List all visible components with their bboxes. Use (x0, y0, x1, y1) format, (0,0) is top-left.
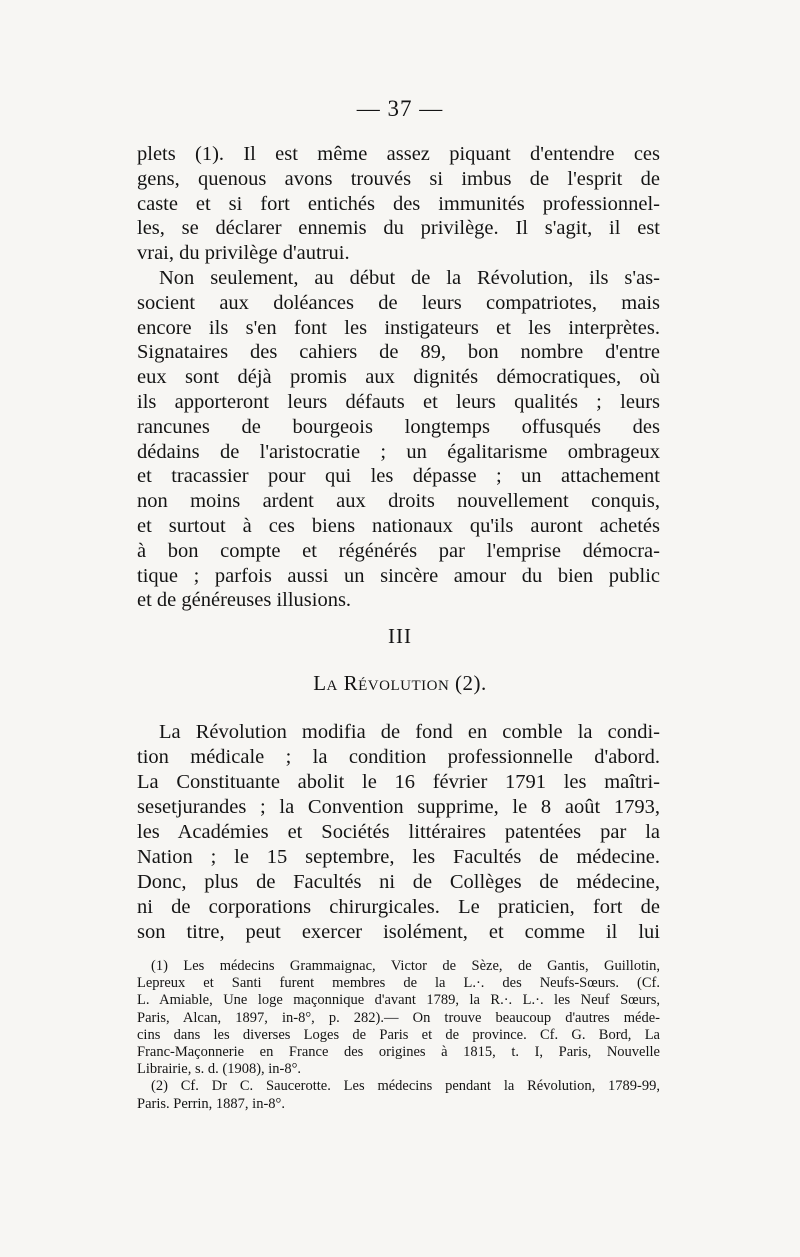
footnote-line: L. Amiable, Une loge maçonnique d'avant 1789, la R.·. L.·. les Neuf Sœurs, (137, 992, 660, 1009)
text-line: rancunes de bourgeois longtemps offusqués des (137, 415, 660, 438)
text-line: ni de corporations chirurgicales. Le praticien, fort de (137, 896, 660, 918)
text-line: et surtout à ces biens nationaux qu'ils auront achetés (137, 514, 660, 537)
footnote-line: Paris, Alcan, 1897, in-8°, p. 282).— On trouve beaucoup d'autres méde- (137, 1009, 660, 1026)
text-line: encore ils s'en font les instigateurs et les interprètes. (137, 316, 660, 339)
text-line: caste et si fort entichés des immunités professionnel- (137, 192, 660, 215)
text-line: et de généreuses illusions. (137, 589, 352, 612)
footnote-line: (1) Les médecins Grammaignac, Victor de Sèze, de Gantis, Guillotin, (151, 958, 660, 974)
text-line: ils apporteront leurs défauts et leurs qualités ; leurs (137, 390, 660, 413)
text-line: La Révolution modifia de fond en comble la condi- (159, 721, 660, 743)
text-line: plets (1). Il est même assez piquant d'entendre ces (137, 143, 660, 165)
text-line: vrai, du privilège d'autrui. (137, 242, 350, 265)
section-title: La Révolution (2). (313, 671, 487, 695)
text-line: socient aux doléances de leurs compatriotes, mais (137, 291, 660, 314)
footnote-2 (137, 1078, 660, 1112)
text-line: Signataires des cahiers de 89, bon nombre d'entre (137, 341, 660, 364)
text-line: à bon compte et régénérés par l'emprise démocra- (137, 539, 660, 562)
footnote-line: (2) Cf. Dr C. Saucerotte. Les médecins pendant la Révolution, 1789-99, (151, 1078, 660, 1095)
footnote-line: Franc-Maçonnerie en France des origines à 1815, t. I, Paris, Nouvelle (137, 1043, 660, 1060)
text-line: eux sont déjà promis aux dignités démocratiques, où (137, 366, 660, 389)
paragraph-1 (137, 142, 660, 266)
footnote-line: cins dans les diverses Loges de Paris et de province. Cf. G. Bord, La (137, 1026, 660, 1043)
paragraph-3 (137, 720, 660, 945)
page-number: — 37 — (356, 96, 444, 121)
footnotes (137, 958, 660, 1113)
footnote-line: Paris. Perrin, 1887, in-8°. (137, 1095, 285, 1112)
footnote-line: Librairie, s. d. (1908), in-8°. (137, 1061, 302, 1078)
section-number: III (388, 624, 412, 648)
text-line: son titre, peut exercer isolément, et comme il lui (137, 921, 660, 943)
text-line: Nation ; le 15 septembre, les Facultés de médecine. (137, 846, 660, 868)
footnote-line: Lepreux et Santi furent membres de la L.·. des Neufs-Sœurs. (Cf. (137, 975, 660, 992)
body-text (137, 142, 660, 613)
text-line: tion médicale ; la condition professionnelle d'abord. (137, 746, 660, 768)
text-line: et tracassier pour qui les dépasse ; un attachement (137, 465, 660, 488)
text-line: Donc, plus de Facultés ni de Collèges de médecine, (137, 871, 660, 893)
text-line: sesetjurandes ; la Convention supprime, le 8 août 1793, (137, 796, 660, 818)
footnote-1 (137, 958, 660, 1078)
text-line: Non seulement, au début de la Révolution, ils s'as- (159, 266, 660, 289)
text-line: les, se déclarer ennemis du privilège. Il s'agit, il est (137, 217, 660, 240)
text-line: gens, quenous avons trouvés si imbus de l'esprit de (137, 167, 660, 190)
text-line: dédains de l'aristocratie ; un égalitarisme ombrageux (137, 440, 660, 463)
text-line: tique ; parfois aussi un sincère amour du bien public (137, 564, 660, 587)
text-line: les Académies et Sociétés littéraires patentées par la (137, 821, 660, 843)
text-line: non moins ardent aux droits nouvellement conquis, (137, 490, 660, 513)
text-line: La Constituante abolit le 16 février 1791 les maîtri- (137, 771, 660, 793)
paragraph-2 (137, 266, 660, 613)
